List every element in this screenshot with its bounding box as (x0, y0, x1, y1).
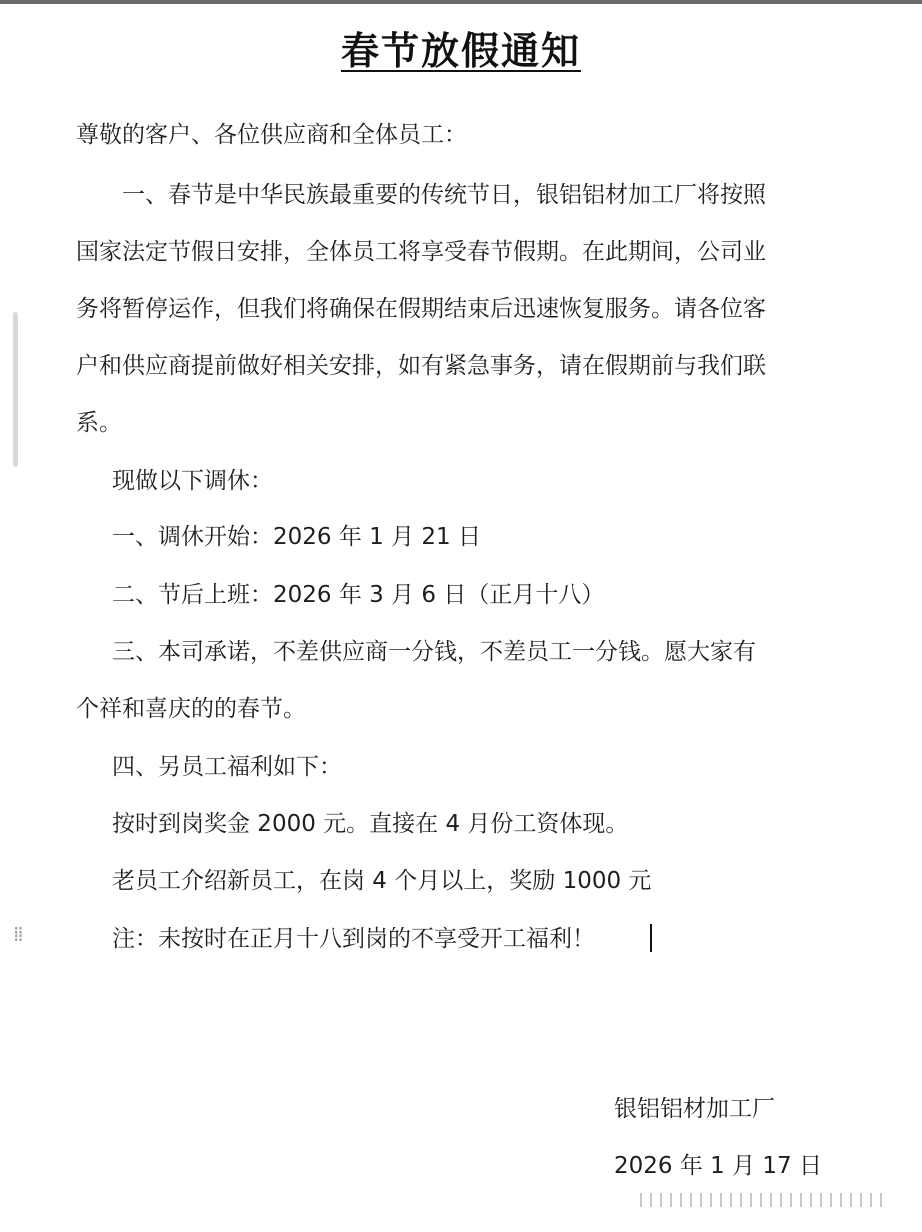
text-cursor (650, 924, 652, 952)
rest-intro: 现做以下调休： (112, 468, 273, 494)
item-benefits-heading: 四、另员工福利如下： (112, 754, 342, 780)
bottom-toolbar (640, 1192, 900, 1206)
item-promise-line2: 个祥和喜庆的的春节。 (76, 696, 306, 722)
paragraph1-line4: 户和供应商提前做好相关安排，如有紧急事务，请在假期前与我们联 (76, 353, 766, 379)
drag-handle-icon[interactable]: ⁞⁞ (13, 922, 22, 946)
signature-date: 2026 年 1 月 17 日 (614, 1153, 822, 1179)
paragraph1-line1: 一、春节是中华民族最重要的传统节日，银铝铝材加工厂将按照 (122, 182, 766, 208)
top-border (0, 0, 922, 4)
benefit-note[interactable]: 注：未按时在正月十八到岗的不享受开工福利！ (112, 926, 595, 952)
benefit-bonus: 按时到岗奖金 2000 元。直接在 4 月份工资体现。 (112, 811, 629, 837)
signature-company: 银铝铝材加工厂 (614, 1096, 775, 1122)
item-work-resume: 二、节后上班：2026 年 3 月 6 日（正月十八） (112, 582, 605, 608)
salutation: 尊敬的客户、各位供应商和全体员工： (76, 122, 467, 148)
paragraph1-line5: 系。 (76, 410, 122, 436)
item-rest-start: 一、调休开始：2026 年 1 月 21 日 (112, 524, 481, 550)
item-promise-line1: 三、本司承诺，不差供应商一分钱，不差员工一分钱。愿大家有 (112, 639, 756, 665)
paragraph1-line2: 国家法定节假日安排，全体员工将享受春节假期。在此期间，公司业 (76, 239, 766, 265)
benefit-referral: 老员工介绍新员工，在岗 4 个月以上，奖励 1000 元 (112, 868, 652, 894)
paragraph1-line3: 务将暂停运作，但我们将确保在假期结束后迅速恢复服务。请各位客 (76, 296, 766, 322)
document-title: 春节放假通知 (340, 28, 581, 73)
scrollbar[interactable] (13, 312, 18, 467)
